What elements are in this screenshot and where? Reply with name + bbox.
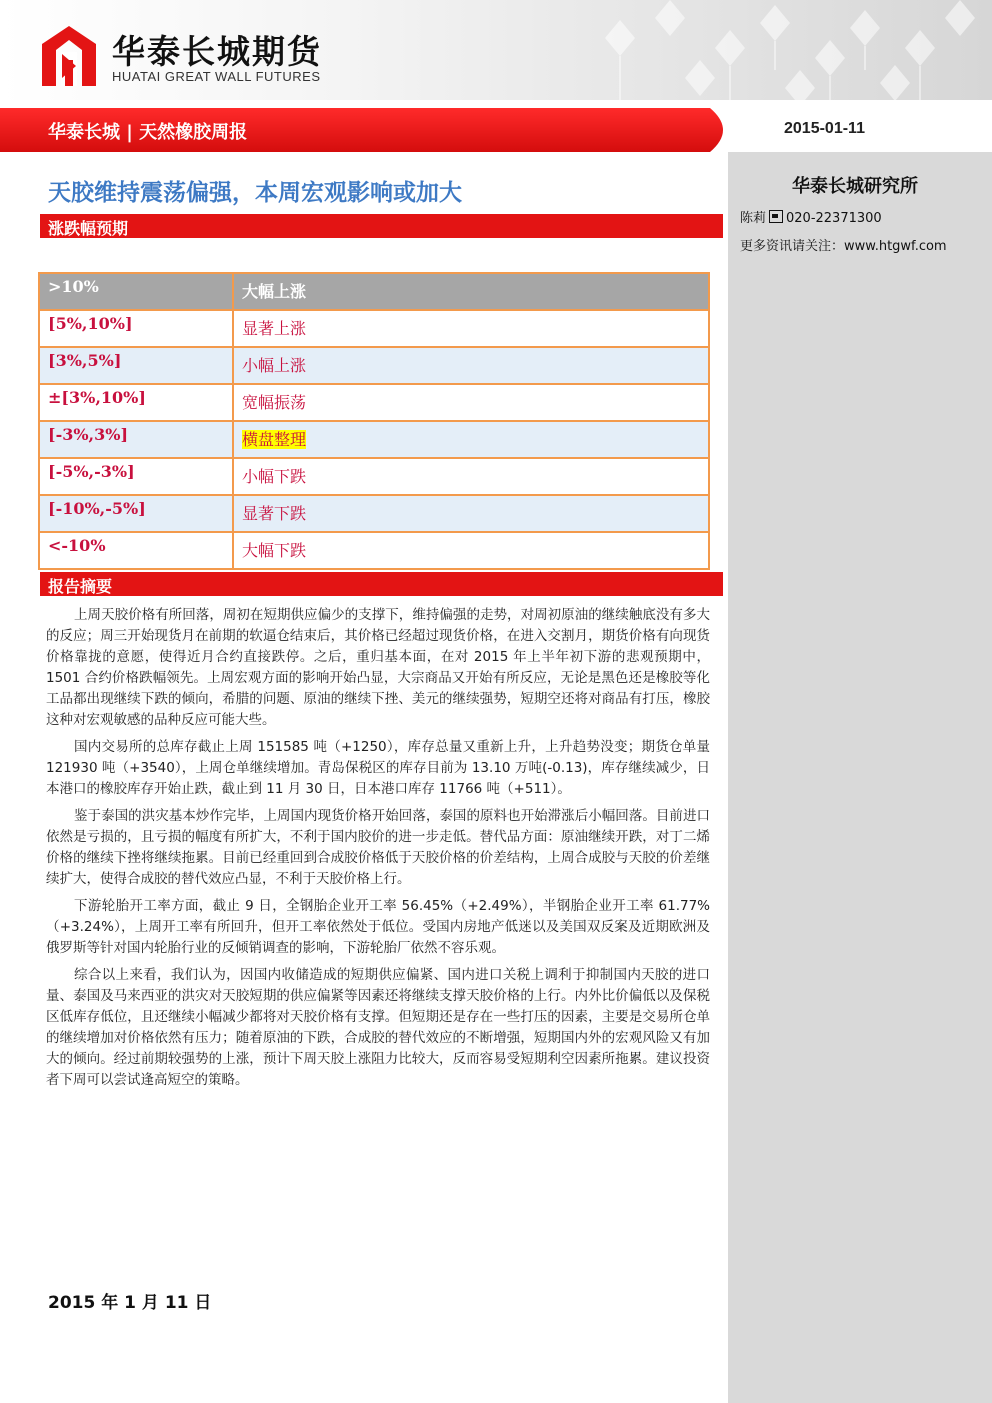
phone-icon	[769, 210, 783, 223]
contact-name: 陈莉	[740, 211, 767, 226]
selected-forecast-label: 横盘整理	[242, 430, 307, 449]
contact-line	[740, 207, 882, 226]
footer-date: 2015 年 1 月 11 日	[48, 1293, 212, 1313]
report-date: 2015-01-11	[784, 120, 865, 137]
table-row	[39, 384, 709, 421]
summary-paragraph: 鉴于泰国的洪灾基本炒作完毕，上周国内现货价格开始回落，泰国的原料也开始滞涨后小幅回落。目前进口依然是亏损的，且亏损的幅度有所扩大，不利于国内胶价的进一步走低。替代品方面：原油继续开跌，对丁二烯价格的继续下挫将继续拖累。目前已经重回到合成胶价格低于天胶价格的价差结构，上周合成胶与天胶的价差继续扩大，使得合成胶的替代效应凸显，不利于天胶价格上行。	[46, 808, 710, 887]
table-row	[39, 532, 709, 569]
range-cell: [5%,10%]	[39, 310, 233, 347]
range-cell: <-10%	[39, 532, 233, 569]
summary-paragraph: 下游轮胎开工率方面，截止 9 日，全钢胎企业开工率 56.45%（+2.49%），半钢胎企业开工率 61.77%（+3.24%），上周开工率有所回升，但开工率依然处于低位。受国内房地产低迷以及美国双反案及近期欧洲及俄罗斯等针对国内轮胎行业的反倾销调查的影响，下游轮胎厂依然不容乐观。	[46, 898, 710, 956]
table-row	[39, 458, 709, 495]
label-cell: 大幅下跌	[233, 532, 709, 569]
label-cell: 大幅上涨	[233, 273, 709, 310]
company-logo-icon	[42, 26, 96, 86]
table-row	[39, 495, 709, 532]
summary-section-title: 报告摘要	[48, 577, 113, 596]
range-cell: >10%	[39, 273, 233, 310]
label-cell: 小幅上涨	[233, 347, 709, 384]
summary-paragraph: 国内交易所的总库存截止上周 151585 吨（+1250），库存总量又重新上升，上升趋势没变；期货仓单量 121930 吨（+3540），上周仓单继续增加。青岛保税区的库存目前为 13.10 万吨(-0.13)，库存继续减少，日本港口的橡胶库存开始止跌，截止到 11 月 30 日，日本港口库存 11766 吨（+511）。	[46, 739, 710, 797]
label-cell: 显著上涨	[233, 310, 709, 347]
forecast-section-header	[40, 214, 723, 238]
forecast-section-title: 涨跌幅预期	[48, 219, 129, 238]
label-cell: 宽幅振荡	[233, 384, 709, 421]
table-row	[39, 310, 709, 347]
institute-name: 华泰长城研究所	[792, 176, 918, 197]
summary-paragraph: 综合以上来看，我们认为，因国内收储造成的短期供应偏紧、国内进口关税上调利于抑制国内天胶的进口量、泰国及马来西亚的洪灾对天胶短期的供应偏紧等因素还将继续支撑天胶价格的上行。内外比价偏低以及保税区低库存低位，且还继续小幅减少都将对天胶价格有支撑。但短期还是存在一些打压的因素，主要是交易所仓单的继续增加对价格依然有压力；随着原油的下跌，合成胶的替代效应的不断增强，短期国内外的宏观风险又有加大的倾向。经过前期较强势的上涨，预计下周天胶上涨阻力比较大，反而容易受短期利空因素所拖累。建议投资者下周可以尝试逢高短空的策略。	[46, 967, 710, 1088]
summary-body	[46, 605, 710, 1097]
label-cell: 显著下跌	[233, 495, 709, 532]
range-cell: ±[3%,10%]	[39, 384, 233, 421]
brand-name-en: HUATAI GREAT WALL FUTURES	[112, 69, 321, 84]
contact-phone: 020-22371300	[786, 211, 882, 226]
range-cell: [-5%,-3%]	[39, 458, 233, 495]
label-cell: 小幅下跌	[233, 458, 709, 495]
brand-name-cn: 华泰长城期货	[112, 32, 322, 71]
sidebar	[728, 152, 992, 1403]
label-cell	[233, 421, 709, 458]
more-info-link[interactable]: 更多资讯请关注：www.htgwf.com	[740, 239, 947, 254]
page-title: 天胶维持震荡偏强，本周宏观影响或加大	[48, 180, 462, 206]
range-cell: [-3%,3%]	[39, 421, 233, 458]
banner-title: 华泰长城 | 天然橡胶周报	[48, 122, 248, 143]
decorative-diamond-pattern	[560, 0, 992, 100]
table-row	[39, 347, 709, 384]
table-row	[39, 273, 709, 310]
summary-paragraph: 上周天胶价格有所回落，周初在短期供应偏少的支撑下，维持偏强的走势，对周初原油的继续触底没有多大的反应；周三开始现货月在前期的软逼仓结束后，其价格已经超过现货价格，在进入交割月，期货价格有向现货价格靠拢的意愿，使得近月合约直接跌停。之后，重归基本面，在对 2015 年上半年初下游的悲观预期中，1501 合约价格跌幅领先。上周宏观方面的影响开始凸显，大宗商品又开始有所反应，无论是黑色还是橡胶等化工品都出现继续下跌的倾向，希腊的问题、原油的继续下挫、美元的继续强势，短期空还将对商品有打压，橡胶这种对宏观敏感的品种反应可能大些。	[46, 607, 710, 728]
summary-section-header	[40, 572, 723, 596]
table-row-selected	[39, 421, 709, 458]
range-cell: [3%,5%]	[39, 347, 233, 384]
forecast-table	[38, 272, 710, 570]
range-cell: [-10%,-5%]	[39, 495, 233, 532]
